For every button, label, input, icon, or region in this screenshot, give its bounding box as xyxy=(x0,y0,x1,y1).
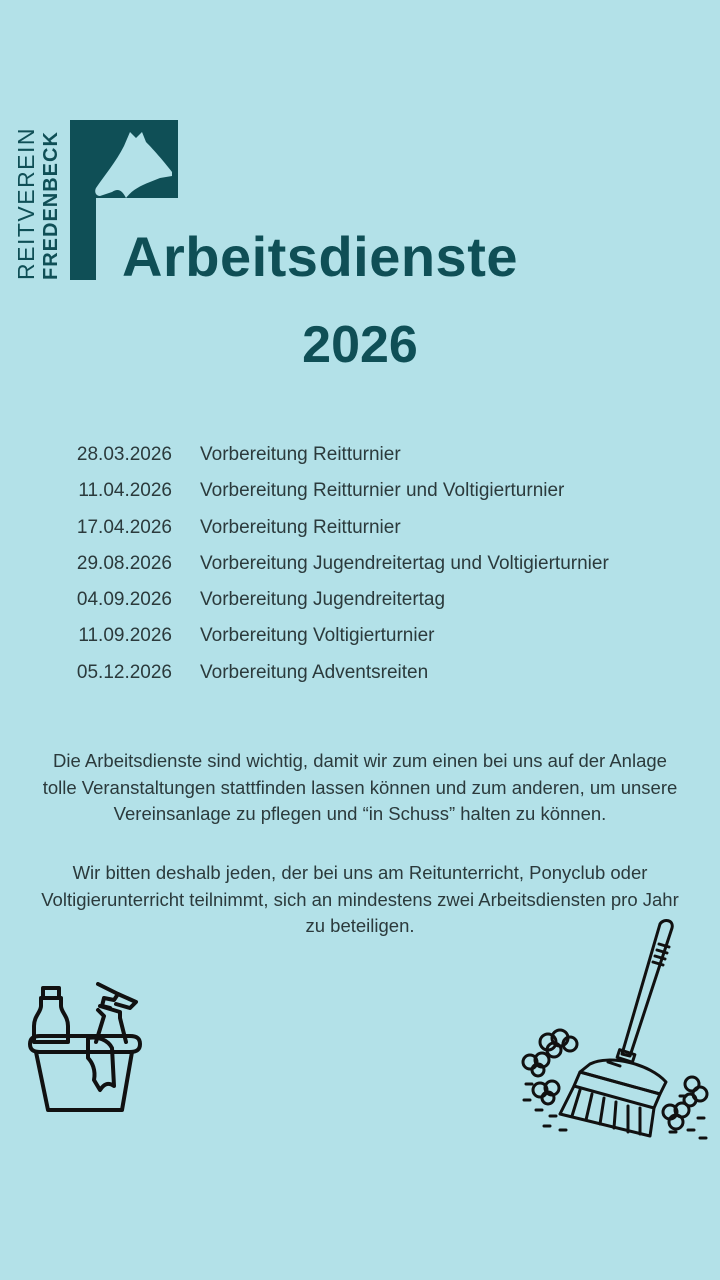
logo-wordmark xyxy=(14,115,63,280)
schedule-date: 04.09.2026 xyxy=(76,589,172,611)
schedule-row xyxy=(0,656,720,692)
schedule-date: 17.04.2026 xyxy=(76,516,172,538)
page-title: Arbeitsdienste xyxy=(122,225,518,288)
schedule-date: 29.08.2026 xyxy=(76,552,172,574)
schedule-description: Vorbereitung Reitturnier und Voltigierturnier xyxy=(200,480,565,502)
page-year: 2026 xyxy=(302,316,418,374)
schedule-date: 28.03.2026 xyxy=(76,444,172,465)
schedule-description: Vorbereitung Jugendreitertag xyxy=(200,589,446,611)
schedule-description: Vorbereitung Reitturnier xyxy=(200,444,401,465)
schedule-description: Vorbereitung Reitturnier xyxy=(200,516,401,538)
schedule-description: Vorbereitung Voltigierturnier xyxy=(200,625,435,647)
schedule-date: 11.09.2026 xyxy=(78,625,172,647)
schedule-row xyxy=(0,619,720,655)
logo-line-fredenbeck: FREDENBECK xyxy=(40,131,62,280)
schedule-date: 11.04.2026 xyxy=(78,480,172,502)
schedule-description: Vorbereitung Jugendreitertag und Voltigierturnier xyxy=(200,552,609,574)
schedule-row xyxy=(0,474,720,510)
info-paragraph-request: Wir bitten deshalb jeden, der bei uns am Reitunterricht, Ponyclub oder Voltigierunterricht teilnimmt, sich an mindestens zwei Arbeitsdiensten pro Jahr zu beteiligen. xyxy=(41,862,679,936)
info-paragraph-importance: Die Arbeitsdienste sind wichtig, damit wir zum einen bei uns auf der Anlage tolle Veranstaltungen stattfinden lassen können und zum anderen, um unsere Vereinsanlage zu pflegen und “in Schuss” halten zu können. xyxy=(42,750,678,824)
schedule-row xyxy=(0,547,720,583)
schedule-row xyxy=(0,438,720,474)
schedule-list xyxy=(0,438,720,692)
broom-icon xyxy=(520,914,710,1144)
schedule-row xyxy=(0,511,720,547)
schedule-description: Vorbereitung Adventsreiten xyxy=(200,661,429,683)
schedule-date: 05.12.2026 xyxy=(76,661,172,683)
logo-line-reitverein: REITVEREIN xyxy=(13,126,39,280)
cleaning-bucket-icon xyxy=(26,982,144,1122)
schedule-row xyxy=(0,583,720,619)
